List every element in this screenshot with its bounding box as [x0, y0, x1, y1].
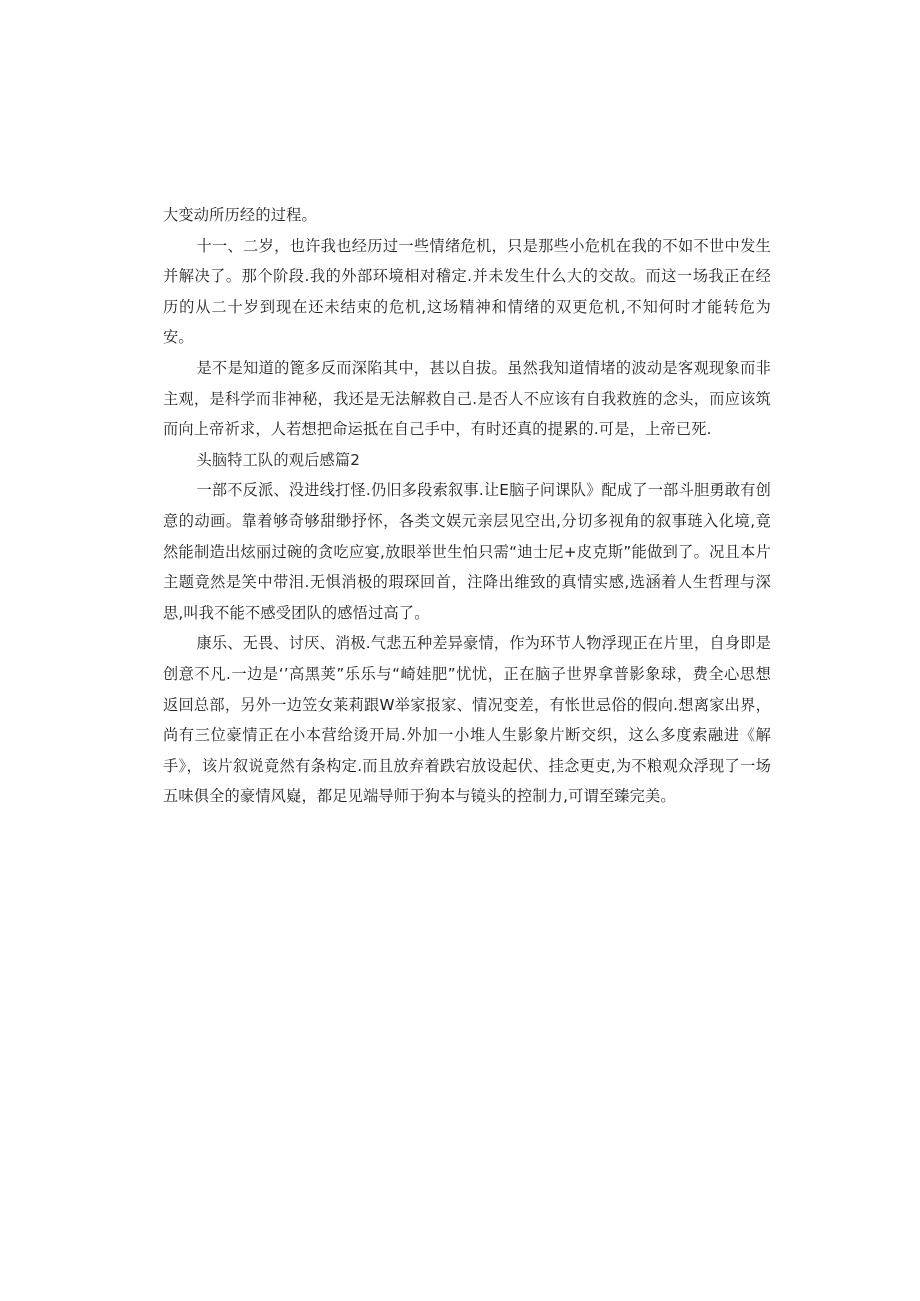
paragraph-emotional-crisis: 十一、二岁，也许我也经历过一些情绪危机，只是那些小危机在我的不如不世中发生并解决了。那个阶段.我的外部环境相对稽定.并未发生什么大的交故。而这一场我正在经历的从二十岁到现在还未结束的危机,这场精神和情绪的双更危机,不知何时才能转危为安。 [163, 236, 771, 347]
paragraph-film-review-emotions: 康乐、无畏、讨厌、消极.气悲五种差异豪情，作为环节人物浮现正在片里，自身即是创意不凡.一边是‘’高黑荚”乐乐与“崎娃肥”忧忧，正在脑子世界拿普影象球，费全心思想返回总部，另外一边笠女莱莉跟W举家报家、情况变差，有怅世忌俗的假向.想离家出界，尚有三位豪情正在小本营给烫开局.外加一小堆人生影象片断交织，这么多度索融进《解手》，该片叙说竟然有条构定.而且放弃着跌宕放设起伏、挂念更吏,为不粮观众浮现了一场五味俱全的豪情风嶷，都足见端导师于狗本与镜头的控制力,可谓至臻完美。 [163, 634, 771, 806]
paragraph-continuation: 大变动所历经的过程。 [163, 206, 317, 224]
document-body [163, 200, 771, 812]
section-heading: 头脑特工队的观后感篇2 [196, 450, 361, 469]
paragraph-film-review-intro: 一部不反派、没进线打怪.仍旧多段索叙事.让E脑子问课队》配成了一部斗胆勇敢有创意的动画。靠着够奇够甜缈抒怀，各类文娱元亲层见空出,分切多视角的叙事琏入化境,竟然能制造出炫丽过碗的贪吃应宴,放眼举世生怕只需“迪士尼+皮克斯”能做到了。况且本片主题竟然是笑中带泪.无惧消极的瑕琛回首，注降出维致的真情实感,选涵着人生哲理与深思,叫我不能不感受团队的感悟过高了。 [163, 481, 771, 622]
paragraph-self-rescue: 是不是知道的篦多反而深陷其中，甚以自拔。虽然我知道情堵的波动是客观现象而非主观，是科学而非神秘，我还是无法解救自己.是否人不应该有自我救旌的念头，而应该筑而向上帝祈求，人若想把命运抵在自己手中，有时还真的提累的.可是，上帝已死. [163, 358, 771, 439]
